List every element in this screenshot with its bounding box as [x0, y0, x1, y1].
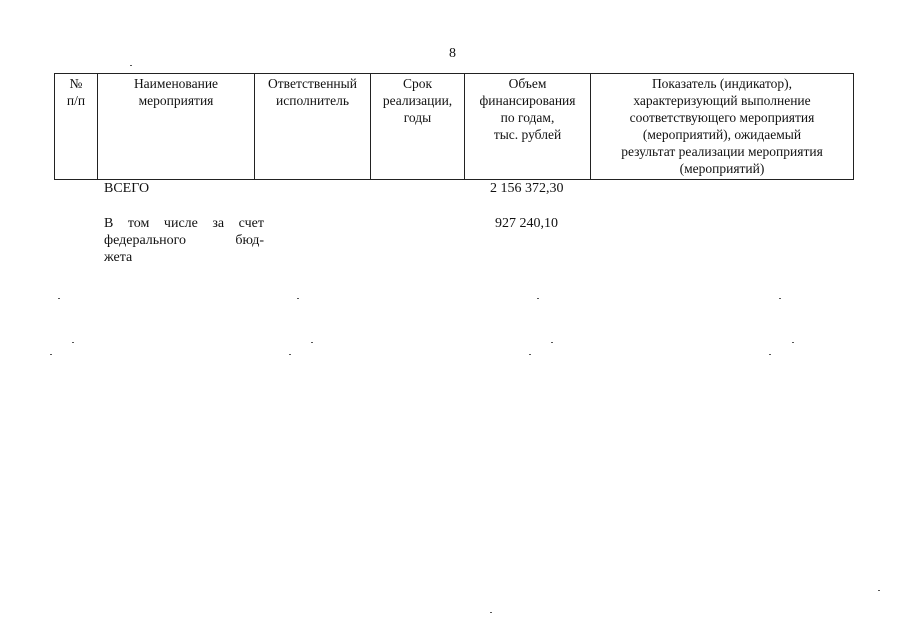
page-number: 8	[449, 46, 456, 61]
scan-speck	[297, 298, 299, 299]
header-line: исполнитель	[276, 93, 349, 108]
header-cell-name	[98, 74, 255, 180]
header-cell-number	[55, 74, 98, 180]
header-line: реализации,	[382, 93, 453, 108]
scan-speck	[779, 298, 781, 299]
scan-speck	[529, 354, 531, 355]
scan-speck	[792, 342, 794, 343]
scan-speck	[551, 342, 553, 343]
header-line: (мероприятий)	[679, 161, 765, 176]
header-line: (мероприятий), ожидаемый	[642, 127, 802, 142]
scan-speck	[537, 298, 539, 299]
scan-speck	[58, 298, 60, 299]
header-row	[55, 74, 854, 180]
total-value: 2 156 372,30	[490, 181, 564, 196]
table-header	[54, 73, 854, 180]
scan-speck	[50, 354, 52, 355]
scan-speck	[289, 354, 291, 355]
header-line: Объем	[508, 76, 547, 91]
total-label: ВСЕГО	[104, 181, 150, 196]
header-line: мероприятия	[138, 93, 214, 108]
header-line: Срок	[402, 76, 433, 91]
federal-label-line: В том числе за счет	[104, 216, 264, 231]
federal-label-line: жета	[104, 250, 133, 265]
header-line: годы	[403, 110, 432, 125]
header-line: финансирования	[479, 93, 576, 108]
scan-speck	[311, 342, 313, 343]
header-line: результат реализации мероприятия	[621, 144, 823, 159]
header-cell-term	[371, 74, 465, 180]
header-line: Ответственный	[268, 76, 357, 91]
federal-budget-value: 927 240,10	[495, 216, 558, 231]
header-line: п/п	[66, 93, 86, 108]
header-line: соответствующего мероприятия	[629, 110, 815, 125]
header-cell-executor	[255, 74, 371, 180]
scan-speck	[490, 612, 492, 613]
header-line: Показатель (индикатор),	[651, 76, 793, 91]
header-cell-funding	[465, 74, 591, 180]
header-line: по годам,	[500, 110, 555, 125]
header-cell-indicator	[591, 74, 854, 180]
header-line: №	[69, 76, 83, 91]
scan-speck	[769, 354, 771, 355]
scan-speck	[878, 590, 880, 591]
scan-speck	[130, 65, 132, 66]
federal-budget-label	[104, 215, 264, 266]
header-line: характеризующий выполнение	[633, 93, 811, 108]
scan-speck	[72, 342, 74, 343]
header-line: Наименование	[133, 76, 219, 91]
header-line: тыс. рублей	[493, 127, 562, 142]
federal-label-line: федерального бюд-	[104, 233, 264, 248]
